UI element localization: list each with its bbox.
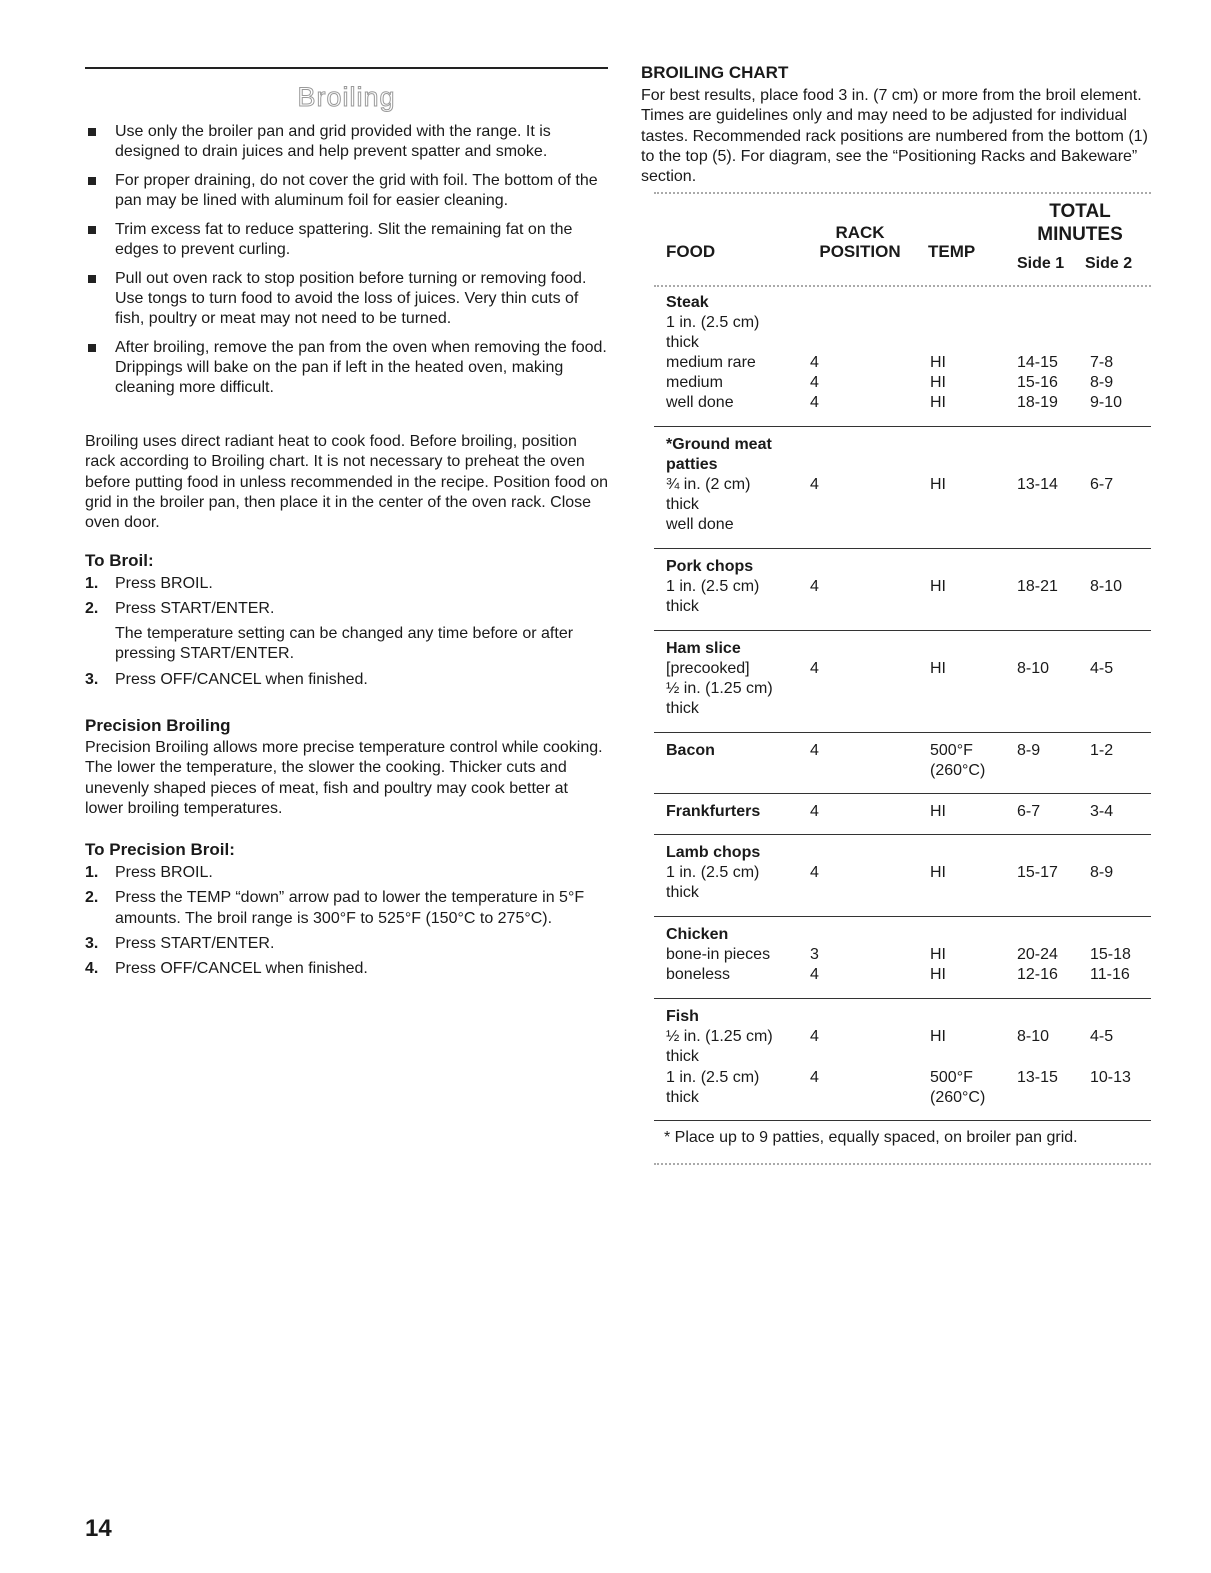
top-rule (85, 67, 608, 69)
row-divider (654, 916, 1151, 917)
step-item: 1. Press BROIL. (85, 864, 213, 881)
header-side2: Side 2 (1085, 255, 1133, 272)
header-minutes: MINUTES (1037, 224, 1123, 245)
precision-text: Precision Broiling allows more precise temperature control while cooking. The lower the temperature, the slower the cooking. Thicker cuts and unevenly shaped pieces of meat, fish and poultry may cook better at lower broiling temperatures. (85, 739, 603, 817)
row-divider (654, 834, 1151, 835)
bullet-square-icon (88, 275, 96, 283)
step-note: The temperature setting can be changed any time before or after pressing START/ENTER. (115, 624, 574, 662)
chart-footnote: * Place up to 9 patties, equally spaced, on broiler pan grid. (664, 1129, 1078, 1146)
dotted-divider (654, 192, 1151, 194)
page-number: 14 (85, 1515, 112, 1542)
bullet-square-icon (88, 128, 96, 136)
step-item: 3. Press OFF/CANCEL when finished. (85, 671, 368, 689)
list-item: After broiling, remove the pan from the oven when removing the food. Drippings will bake on the pan if left in the heated oven, making cleaning more difficult. (85, 338, 610, 398)
header-total: TOTAL (1049, 201, 1111, 222)
step-item: 2. Press the TEMP “down” arrow pad to lower the temperature in 5°F amounts. The broil range is 300°F to 525°F (150°C to 275°C). (85, 889, 585, 927)
header-side1: Side 1 (1017, 255, 1065, 272)
section-title: Broiling (297, 82, 396, 112)
to-precision-steps (85, 863, 610, 979)
step-item: 1. Press BROIL. (85, 575, 213, 592)
step-item: 3. Press START/ENTER. (85, 934, 275, 952)
list-item: Pull out oven rack to stop position before turning or removing food. Use tongs to turn food to avoid the loss of juices. Very thin cuts of fish, poultry or meat may not need to be turned. (85, 269, 610, 329)
bullet-square-icon (88, 177, 96, 185)
row-divider (654, 732, 1151, 733)
list-item: Trim excess fat to reduce spattering. Slit the remaining fat on the edges to prevent curling. (85, 220, 610, 260)
to-precision-heading: To Precision Broil: (85, 840, 235, 859)
header-food: FOOD (666, 242, 716, 261)
to-broil-section (85, 551, 610, 690)
chart-title: BROILING CHART (641, 63, 789, 82)
step-item: 2. Press START/ENTER. (85, 600, 275, 618)
to-precision-broil-section (85, 840, 610, 979)
row-divider (654, 630, 1151, 631)
list-item: Use only the broiler pan and grid provided with the range. It is designed to drain juices and help prevent spatter and smoke. (85, 122, 610, 162)
row-divider (654, 793, 1151, 794)
header-temp: TEMP (928, 242, 976, 261)
row-divider (654, 426, 1151, 427)
row-divider (654, 548, 1151, 549)
bullet-square-icon (88, 226, 96, 234)
step-item: 4. Press OFF/CANCEL when finished. (85, 960, 368, 978)
precision-broiling-section (85, 716, 610, 819)
precision-heading: Precision Broiling (85, 716, 231, 735)
dotted-divider (654, 1163, 1151, 1165)
row-divider (654, 1120, 1151, 1121)
to-broil-heading: To Broil: (85, 551, 154, 570)
row-divider (654, 998, 1151, 999)
chart-intro: For best results, place food 3 in. (7 cm) or more from the broil element. Times are guidelines only and may need to be adjusted for individual tastes. Recommended rack positions are numbered from the bottom (1) to the top (5). For diagram, see the “Positioning Racks and Bakeware” section. (641, 87, 1148, 186)
dotted-divider (654, 285, 1151, 287)
bullet-square-icon (88, 344, 96, 352)
to-broil-steps (85, 574, 610, 620)
header-position: POSITION (819, 242, 901, 261)
broiling-tips-list (85, 122, 610, 407)
list-item: For proper draining, do not cover the grid with foil. The bottom of the pan may be lined with aluminum foil for easier cleaning. (85, 171, 610, 211)
broiling-intro: Broiling uses direct radiant heat to cook food. Before broiling, position rack according to Broiling chart. It is not necessary to preheat the oven before putting food in unless recommended in the recipe. Position food on grid in the broiler pan, then place it in the center of the oven rack. Close oven door. (85, 433, 608, 532)
header-rack: RACK (835, 223, 885, 242)
